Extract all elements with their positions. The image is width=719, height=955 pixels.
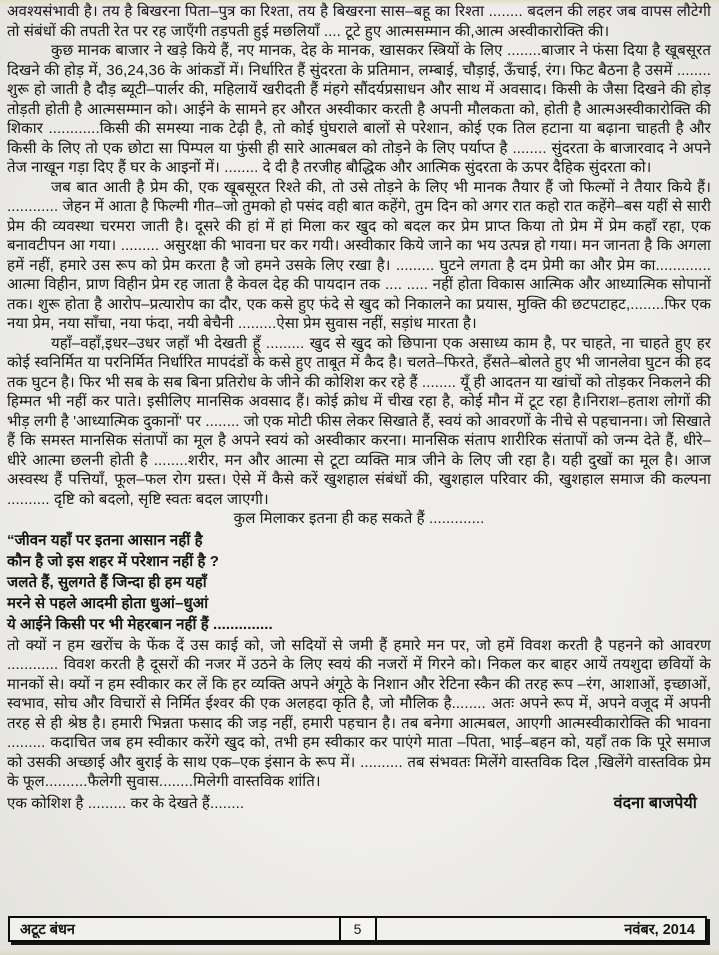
- issue-date: नवंबर, 2014: [624, 922, 695, 938]
- page-number: 5: [339, 916, 377, 942]
- summary-line: कुल मिलाकर इतना ही कह सकते हैं .............: [233, 510, 485, 527]
- magazine-title: अटूट बंधन: [20, 922, 75, 938]
- closing-row: [7, 794, 711, 814]
- paragraph-4: यहाँ–वहाँ,इधर–उधर जहाँ भी देखती हूँ ......... खुद से खुद को छिपाना एक असाध्य काम है, पर चाहते, ना चाहते हुए हर कोई स्वनिर्मित या परनिर्मित निर्धारित मापदंडों के कसे हुए ताबूत में कैद है। चलते–फिरते, हँसते–बोलते हुए भी जानलेवा घुटन की हद तक घुटन है। फिर भी सब के सब बिना प्रतिरोध के जीने की कोशिश कर रहे हैं ........ यूँ ही आदतन या खांचों को तोड़कर निकलने की हिम्मत भी नहीं कर पाते। इसीलिए मानसिक अवसाद हैं। कोई क्रोध में चीख रहा है, कोई मौन में टूट रहा है।निराश–हताश लोगों की भीड़ लगी है 'आध्यात्मिक दुकानों' पर ........ जो एक मोटी फीस लेकर सिखाते हैं, स्वयं को आवरणों के नीचे से पहचानना। जो सिखाते हैं कि समस्त मानसिक संतापों का मूल है अपने स्वयं को अस्वीकार करना। मानसिक संताप शारीरिक संतापों को जन्म देते हैं, धीरे–धीरे आत्मा छलनी होती है ........शरीर, मन और आत्मा से टूटा व्यक्ति मात्र जीने के लिए जी रहा है। यही दुखों का मूल है। आज अस्वस्थ हैं पत्तियाँ, फूल–फल रोग ग्रस्त। ऐसे में कैसे करें खुशहाल संबंधों की, खुशहाल परिवार की, खुशहाल समाज की कल्पना .......... दृष्टि को बदलो, सृष्टि स्वतः बदल जाएगी।: [7, 334, 711, 508]
- poem-line: “जीवन यहाँ पर इतना आसान नहीं है: [7, 531, 203, 549]
- article-body: [7, 2, 711, 813]
- author-name: वंदना बाजपेयी: [613, 794, 697, 812]
- poem-block: [7, 530, 711, 635]
- poem-line: मरने से पहले आदमी होता धुआं–धुआं: [7, 594, 209, 612]
- closing-line: एक कोशिश है ......... कर के देखते हैं........: [7, 794, 245, 812]
- paragraph-2: कुछ मानक बाजार ने खड़े किये हैं, नए मानक, देह के मानक, खासकर स्त्रियों के लिए ........बाजार ने फंसा दिया है खूबसूरत दिखने की होड़ में, 36,24,36 के आंकडों में। निर्धारित हैं सुंदरता के प्रतिमान, लम्बाई, चौड़ाई, ऊँचाई, रंग। फिट बैठना है उसमें ........ शुरू हो जाती है दौड़ ब्यूटी–पार्लर की, महिलायें खरीदती हैं मंहगे सौंदर्यप्रसाधन और साथ में अवसाद। किसी के जैसा दिखने की होड़ तोड़ती होती है आत्मसम्मान को। आईने के सामने हर औरत अस्वीकार करती है अपनी मौलकता को, होती है आत्मअस्वीकारोक्ति की शिकार ............किसी की समस्या नाक टेढ़ी है, तो कोई घुंघराले बालों से परेशान, कोई एक तिल हटाना या बढ़ाना चाहती है और किसी के लिए तो एक छोटा सा पिम्पल या फुंसी ही सारे आत्मबल को तोड़ने के लिए पर्याप्त है ........ सुंदरता के बाजारवाद ने अपने तेज नाखून गड़ा दिए हैं घर के आइनों में। ........ दे दी है तरजीह बौद्धिक और आत्मिक सुंदरता के ऊपर दैहिक सुंदरता को।: [7, 42, 711, 176]
- paragraph-3: जब बात आती है प्रेम की, एक खूबसूरत रिश्ते की, तो उसे तोड़ने के लिए भी मानक तैयार हैं जो फिल्मों ने तैयार किये हैं। ............ जेहन में आता है फिल्मी गीत–जो तुमको हो पसंद वही बात कहेंगे, तुम दिन को अगर रात कहो रात कहेंगे–बस यहीं से सारी प्रेम की व्यवस्था चरमरा जाती है। दूसरे की हां में हां मिला कर खुद को बदल कर प्रेम प्राप्त किया तो प्रेम में प्रेम कहाँ रहा, एक बनावटीपन आ गया। ......... असुरक्षा की भावना घर कर गयी। अस्वीकार किये जाने का भय उत्पन्न हो गया। मन जानता है कि अगला हमें नहीं, हमारे उस रूप को प्रेम करता है जो हमने उसके लिए रखा है। ......... घुटने लगता है दम प्रेमी का और प्रेम का............. आत्मा विहीन, प्राण विहीन प्रेम रह जाता है केवल देह की पायदान तक .... ..... नहीं होता विकास आत्मिक और आध्यात्मिक सोपानों तक। शुरू होता है आरोप–प्रत्यारोप का दौर, एक कसे हुए फंदे से खुद को निकालने का प्रयास, मुक्ति की छटपटाहट,........फिर एक नया प्रेम, नया साँचा, नया फंदा, नयी बेचैनी .........ऐसा प्रेम सुवास नहीं, सड़ांध मारता है।: [7, 178, 711, 332]
- poem-line: ये आईने किसी पर भी मेहरबान नहीं हैं ..............: [7, 615, 273, 633]
- paragraph-5: तो क्यों न हम खरोंच के फेंक दें उस काई को, जो सदियों से जमी हैं हमारे मन पर, जो हमें विवश करती है पहनने को आवरण ............ विवश करती है दूसरों की नजर में उठने के लिए स्वयं की नजरों में गिरने को। निकल कर बाहर आयें तयशुदा छवियों के मानकों से। क्यों न हम स्वीकार कर लें कि हर व्यक्ति अपने अंगूठे के निशान और रेटिना स्कैन की तरह रूप –रंग, आशाओं, इच्छाओं, स्वभाव, सोच और विचारों से निर्मित ईश्वर की एक अलहदा कृति है, जो मौलिक है........ अतः अपने रूप में, अपने वजूद में अपनी तरह से ही श्रेष्ठ है। हमारी भिन्नता फसाद की जड़ नहीं, हमारी पहचान है। तब बनेगा आत्मबल, आएगी आत्मस्वीकारोक्ति की भावना ......... कदाचित जब हम स्वीकार करेंगे खुद को, तभी हम स्वीकार कर पाएंगे माता –पिता, भाई–बहन को, यहाँ तक कि पूरे समाज को उसकी अच्छाई और बुराई के साथ एक–एक इंसान के रूप में। .......... तब संभवतः मिलेंगे वास्तविक दिल ,खिलेंगे वास्तविक प्रेम के फूल..........फैलेगी सुवास........मिलेगी वास्तविक शांति।: [7, 636, 711, 790]
- paragraph-1: अवश्यसंभावी है। तय है बिखरना पिता–पुत्र का रिश्ता, तय है बिखरना सास–बहू का रिश्ता ........ बदलन की लहर जब वापस लौटेगी तो संबंधों की तपती रेत पर रह जाएँगी तड़पती हुई मछलियाँ .... टूटे हुए आत्मसम्मान की,आत्म अस्वीकारोक्ति की।: [7, 3, 711, 40]
- poem-line: कौन है जो इस शहर में परेशान नहीं है ?: [7, 552, 220, 570]
- poem-line: जलते हैं, सुलगते हैं जिन्दा ही हम यहाँ: [7, 573, 207, 591]
- footer-bar: [8, 916, 707, 942]
